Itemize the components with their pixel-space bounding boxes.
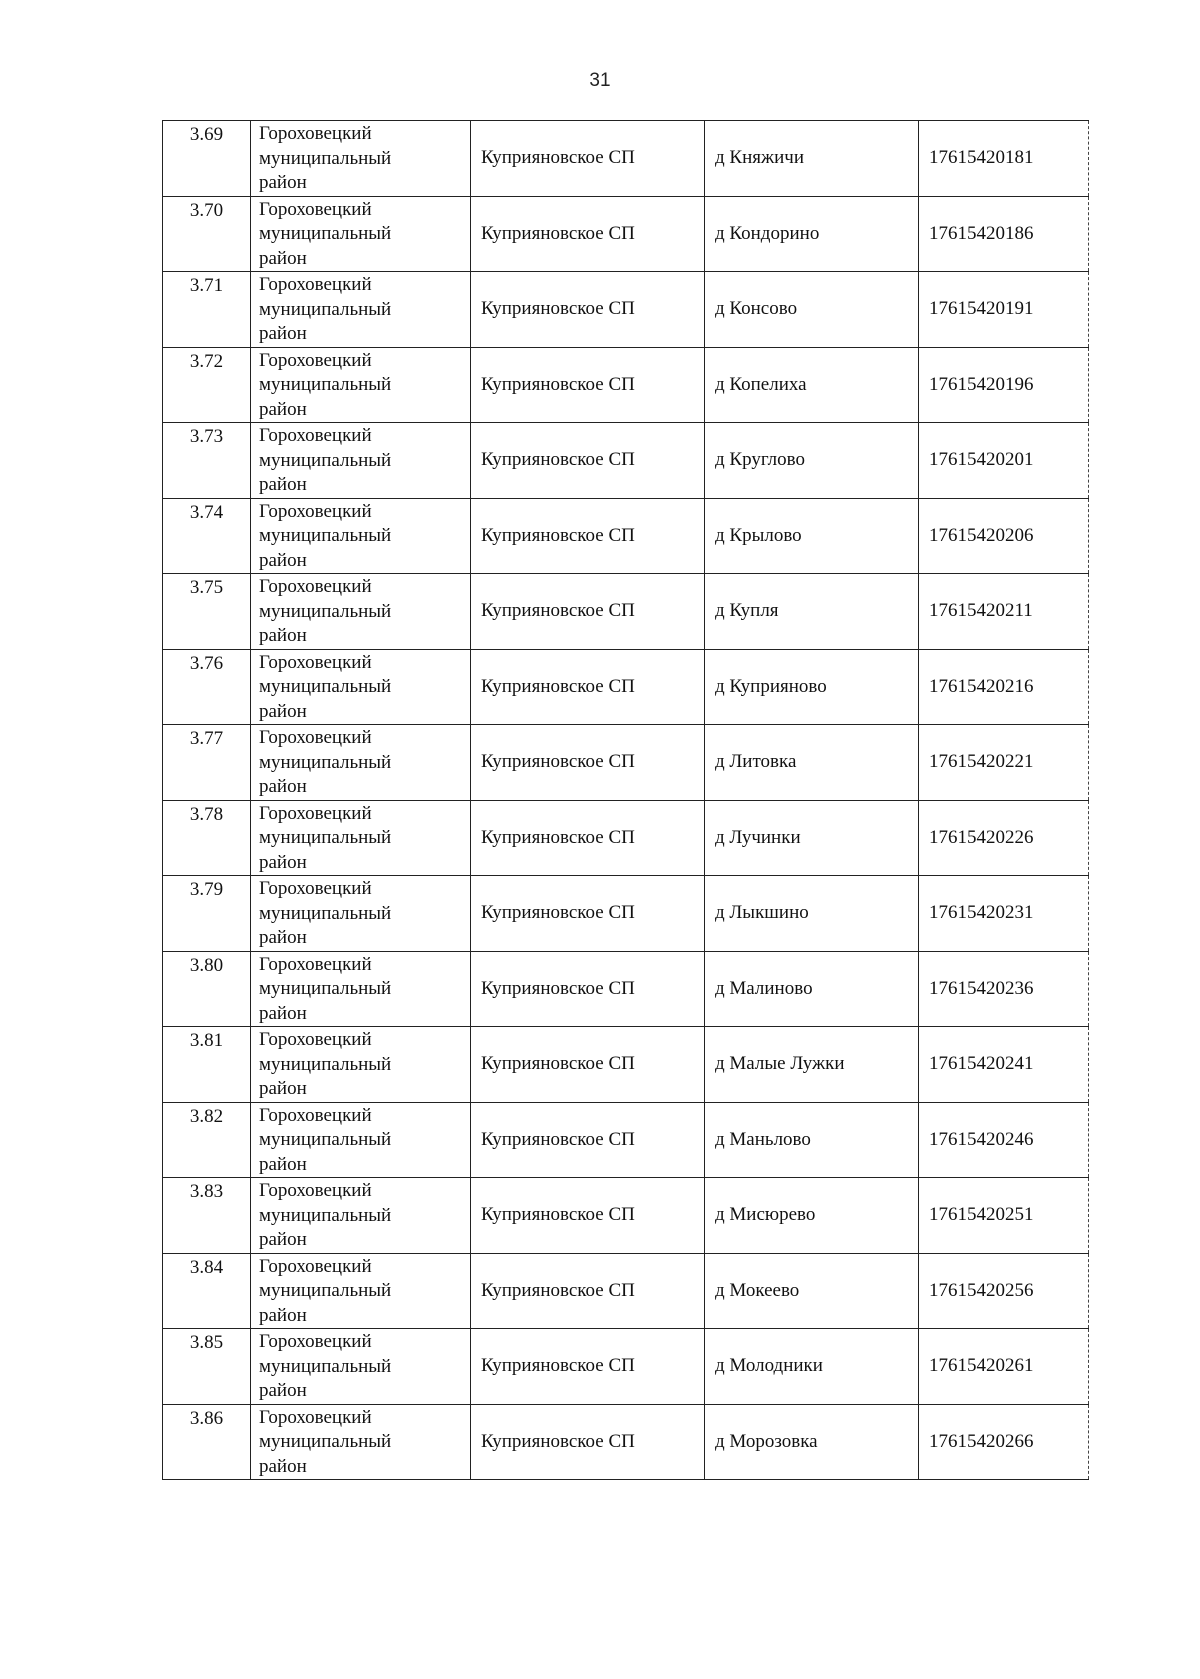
district-cell xyxy=(251,574,471,650)
district-line: район xyxy=(259,398,307,420)
oktmo-code-cell: 17615420256 xyxy=(919,1253,1089,1329)
locality-cell: д Куприяново xyxy=(705,649,919,725)
settlement-cell: Куприяновское СП xyxy=(471,800,705,876)
district-cell xyxy=(251,1253,471,1329)
row-number-cell: 3.80 xyxy=(163,951,251,1027)
district-cell xyxy=(251,121,471,197)
district-line: район xyxy=(259,474,307,495)
district-line: муниципальный xyxy=(259,1129,392,1150)
row-number-cell: 3.81 xyxy=(163,1027,251,1103)
table-row xyxy=(163,1404,1089,1480)
district-line: район xyxy=(259,1002,307,1024)
oktmo-code-cell: 17615420261 xyxy=(919,1329,1089,1405)
table-row xyxy=(163,800,1089,876)
district-line: район xyxy=(259,1304,307,1326)
settlement-cell: Куприяновское СП xyxy=(471,951,705,1027)
district-line: муниципальный xyxy=(259,751,392,773)
table-row xyxy=(163,574,1089,650)
locality-cell: д Консово xyxy=(705,272,919,348)
settlement-cell: Куприяновское СП xyxy=(471,1404,705,1480)
settlement-cell: Куприяновское СП xyxy=(471,1329,705,1405)
district-line: Гороховецкий xyxy=(259,349,372,371)
locality-cell: д Маньлово xyxy=(705,1102,919,1178)
district-cell xyxy=(251,498,471,574)
district-line: район xyxy=(259,625,307,646)
registry-table xyxy=(162,120,1089,1480)
settlement-cell: Куприяновское СП xyxy=(471,121,705,197)
district-cell xyxy=(251,1404,471,1480)
district-line: район xyxy=(259,851,307,873)
district-line: район xyxy=(259,1078,307,1099)
oktmo-code-cell: 17615420246 xyxy=(919,1102,1089,1178)
oktmo-code-cell: 17615420266 xyxy=(919,1404,1089,1480)
district-line: муниципальный xyxy=(259,978,392,999)
district-line: муниципальный xyxy=(259,1280,392,1301)
district-line: Гороховецкий xyxy=(259,1029,372,1050)
district-line: Гороховецкий xyxy=(259,1180,372,1201)
locality-cell: д Молодники xyxy=(705,1329,919,1405)
district-line: район xyxy=(259,172,307,193)
district-line: Гороховецкий xyxy=(259,500,372,522)
oktmo-code-cell: 17615420196 xyxy=(919,347,1089,423)
district-line: район xyxy=(259,1153,307,1175)
settlement-cell: Куприяновское СП xyxy=(471,498,705,574)
district-line: Гороховецкий xyxy=(259,727,372,748)
district-line: район xyxy=(259,1229,307,1250)
district-cell xyxy=(251,1329,471,1405)
row-number-cell: 3.82 xyxy=(163,1102,251,1178)
district-line: муниципальный xyxy=(259,223,392,244)
district-line: муниципальный xyxy=(259,298,392,320)
settlement-cell: Куприяновское СП xyxy=(471,725,705,801)
district-line: Гороховецкий xyxy=(259,802,372,824)
district-line: муниципальный xyxy=(259,147,392,169)
settlement-cell: Куприяновское СП xyxy=(471,649,705,725)
district-line: Гороховецкий xyxy=(259,1255,372,1277)
district-line: Гороховецкий xyxy=(259,953,372,975)
locality-cell: д Мокеево xyxy=(705,1253,919,1329)
settlement-cell: Куприяновское СП xyxy=(471,423,705,499)
locality-cell: д Кондорино xyxy=(705,196,919,272)
row-number-cell: 3.85 xyxy=(163,1329,251,1405)
settlement-cell: Куприяновское СП xyxy=(471,1027,705,1103)
district-cell xyxy=(251,1027,471,1103)
table-row xyxy=(163,1253,1089,1329)
district-cell xyxy=(251,649,471,725)
locality-cell: д Княжичи xyxy=(705,121,919,197)
table-row xyxy=(163,725,1089,801)
row-number-cell: 3.72 xyxy=(163,347,251,423)
row-number-cell: 3.71 xyxy=(163,272,251,348)
oktmo-code-cell: 17615420236 xyxy=(919,951,1089,1027)
registry-table-body xyxy=(163,121,1089,1480)
locality-cell: д Морозовка xyxy=(705,1404,919,1480)
district-line: район xyxy=(259,1455,307,1477)
locality-cell: д Крылово xyxy=(705,498,919,574)
table-row xyxy=(163,876,1089,952)
oktmo-code-cell: 17615420231 xyxy=(919,876,1089,952)
district-line: район xyxy=(259,323,307,344)
table-row xyxy=(163,121,1089,197)
district-line: муниципальный xyxy=(259,449,392,471)
district-cell xyxy=(251,1178,471,1254)
district-line: муниципальный xyxy=(259,600,392,622)
district-line: район xyxy=(259,700,307,722)
locality-cell: д Лыкшино xyxy=(705,876,919,952)
oktmo-code-cell: 17615420216 xyxy=(919,649,1089,725)
district-line: Гороховецкий xyxy=(259,1406,372,1428)
district-line: муниципальный xyxy=(259,1204,392,1226)
district-line: муниципальный xyxy=(259,1053,392,1075)
district-line: муниципальный xyxy=(259,676,392,697)
locality-cell: д Малиново xyxy=(705,951,919,1027)
row-number-cell: 3.79 xyxy=(163,876,251,952)
locality-cell: д Мисюрево xyxy=(705,1178,919,1254)
table-row xyxy=(163,1329,1089,1405)
locality-cell: д Круглово xyxy=(705,423,919,499)
oktmo-code-cell: 17615420181 xyxy=(919,121,1089,197)
table-row xyxy=(163,1027,1089,1103)
oktmo-code-cell: 17615420251 xyxy=(919,1178,1089,1254)
district-line: Гороховецкий xyxy=(259,878,372,899)
district-cell xyxy=(251,347,471,423)
district-line: Гороховецкий xyxy=(259,425,372,446)
district-line: муниципальный xyxy=(259,902,392,924)
locality-cell: д Копелиха xyxy=(705,347,919,423)
row-number-cell: 3.76 xyxy=(163,649,251,725)
district-line: район xyxy=(259,776,307,797)
district-line: Гороховецкий xyxy=(259,1331,372,1352)
row-number-cell: 3.73 xyxy=(163,423,251,499)
table-row xyxy=(163,347,1089,423)
settlement-cell: Куприяновское СП xyxy=(471,1178,705,1254)
district-cell xyxy=(251,1102,471,1178)
district-line: район xyxy=(259,1380,307,1401)
row-number-cell: 3.74 xyxy=(163,498,251,574)
district-cell xyxy=(251,272,471,348)
oktmo-code-cell: 17615420211 xyxy=(919,574,1089,650)
settlement-cell: Куприяновское СП xyxy=(471,574,705,650)
settlement-cell: Куприяновское СП xyxy=(471,347,705,423)
settlement-cell: Куприяновское СП xyxy=(471,196,705,272)
locality-cell: д Купля xyxy=(705,574,919,650)
locality-cell: д Малые Лужки xyxy=(705,1027,919,1103)
table-row xyxy=(163,951,1089,1027)
settlement-cell: Куприяновское СП xyxy=(471,876,705,952)
district-line: район xyxy=(259,247,307,269)
district-line: муниципальный xyxy=(259,827,392,848)
oktmo-code-cell: 17615420226 xyxy=(919,800,1089,876)
row-number-cell: 3.83 xyxy=(163,1178,251,1254)
row-number-cell: 3.86 xyxy=(163,1404,251,1480)
district-line: муниципальный xyxy=(259,525,392,546)
row-number-cell: 3.75 xyxy=(163,574,251,650)
table-row xyxy=(163,272,1089,348)
row-number-cell: 3.78 xyxy=(163,800,251,876)
oktmo-code-cell: 17615420201 xyxy=(919,423,1089,499)
oktmo-code-cell: 17615420221 xyxy=(919,725,1089,801)
district-line: муниципальный xyxy=(259,374,392,395)
district-cell xyxy=(251,725,471,801)
district-line: Гороховецкий xyxy=(259,651,372,673)
district-cell xyxy=(251,876,471,952)
table-row xyxy=(163,1178,1089,1254)
row-number-cell: 3.69 xyxy=(163,121,251,197)
page-number: 31 xyxy=(589,70,611,91)
row-number-cell: 3.84 xyxy=(163,1253,251,1329)
district-cell xyxy=(251,800,471,876)
district-line: район xyxy=(259,549,307,571)
oktmo-code-cell: 17615420206 xyxy=(919,498,1089,574)
settlement-cell: Куприяновское СП xyxy=(471,1102,705,1178)
district-cell xyxy=(251,196,471,272)
row-number-cell: 3.77 xyxy=(163,725,251,801)
district-cell xyxy=(251,951,471,1027)
district-line: район xyxy=(259,927,307,948)
table-row xyxy=(163,423,1089,499)
district-line: муниципальный xyxy=(259,1431,392,1452)
settlement-cell: Куприяновское СП xyxy=(471,272,705,348)
locality-cell: д Лучинки xyxy=(705,800,919,876)
district-cell xyxy=(251,423,471,499)
oktmo-code-cell: 17615420191 xyxy=(919,272,1089,348)
row-number-cell: 3.70 xyxy=(163,196,251,272)
district-line: муниципальный xyxy=(259,1355,392,1377)
district-line: Гороховецкий xyxy=(259,198,372,220)
table-row xyxy=(163,649,1089,725)
settlement-cell: Куприяновское СП xyxy=(471,1253,705,1329)
oktmo-code-cell: 17615420186 xyxy=(919,196,1089,272)
district-line: Гороховецкий xyxy=(259,576,372,597)
district-line: Гороховецкий xyxy=(259,123,372,144)
table-row xyxy=(163,498,1089,574)
table-row xyxy=(163,196,1089,272)
district-line: Гороховецкий xyxy=(259,274,372,295)
district-line: Гороховецкий xyxy=(259,1104,372,1126)
locality-cell: д Литовка xyxy=(705,725,919,801)
table-row xyxy=(163,1102,1089,1178)
oktmo-code-cell: 17615420241 xyxy=(919,1027,1089,1103)
